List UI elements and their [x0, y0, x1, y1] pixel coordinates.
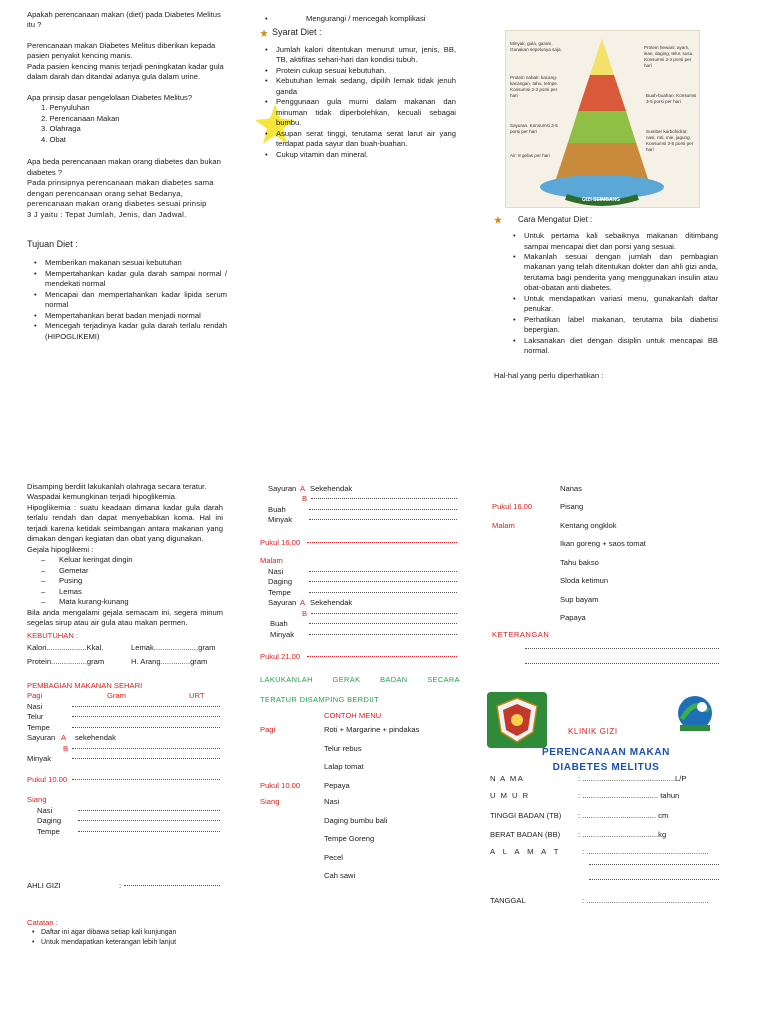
fill-line[interactable]: [72, 716, 220, 717]
menu-item: Pecel: [324, 852, 343, 862]
pukul-1600-label: Pukul 16.00: [260, 537, 301, 547]
menu-item: Tahu bakso: [560, 557, 599, 567]
principle-item: 3. Olahraga: [41, 124, 81, 134]
paragraph-olahraga: Disamping berdiit lakukanlah olahraga secara teratur.: [27, 482, 207, 491]
pukul-1000-label: Pukul 10.00: [27, 774, 68, 784]
sekehendak-label: Sekehendak: [310, 598, 353, 608]
pukul-2100-label: Pukul 21.00: [260, 652, 301, 662]
gram-header: Gram: [107, 691, 126, 701]
klinik-gizi-label: KLINIK GIZI: [568, 727, 618, 736]
tujuan-list: [27, 258, 227, 342]
tujuan-item: • Mempertahankan kadar gula darah sampai normal / mendekati normal: [29, 269, 227, 290]
menu-item: Sup bayam: [560, 594, 599, 604]
tinggi-badan-label: TINGGI BADAN (TB): [490, 810, 562, 820]
nama-label: N A MA: [490, 774, 525, 783]
fill-line[interactable]: [309, 623, 457, 624]
siang-item: Tempe: [37, 826, 60, 836]
menu-item: Daging bumbu bali: [324, 815, 388, 825]
fill-line[interactable]: [72, 758, 220, 759]
cara-item: • Laksanakan diet dengan disiplin untuk mencapai BB normal.: [508, 336, 718, 357]
pyramid-base-label: GIZI SEIMBANG: [582, 197, 621, 203]
sayur-a-label: A: [300, 598, 306, 608]
nama-field[interactable]: : ............................................L/P: [578, 774, 687, 783]
olahraga-line: LAKUKANLAH GERAK BADAN SECARA: [260, 674, 460, 684]
bullet-star-icon: [260, 29, 268, 37]
panel-top-right: [494, 214, 718, 434]
minyak-label: Minyak: [27, 754, 52, 764]
bullet-star-icon: [494, 216, 502, 224]
syarat-first-item: • Mengurangi / mencegah komplikasi: [260, 14, 456, 24]
malam-item: Nasi: [268, 566, 284, 576]
cara-list: [494, 231, 718, 357]
syarat-title: Syarat Diet :: [260, 26, 456, 38]
paragraph-2: Pada pasien kencing manis terjadi peningkatan kadar gula dalam darah dan ditandai adanya gula dalam urine.: [27, 61, 224, 82]
cover-title-line: DIABETES MELITUS: [552, 761, 660, 773]
pukul-1600-label: Pukul 16.00: [492, 502, 533, 512]
fill-line[interactable]: [78, 831, 220, 832]
berat-badan-field[interactable]: : ....................................kg: [578, 830, 667, 840]
fill-line[interactable]: [309, 519, 457, 520]
paragraph-1: Perencanaan makan Diabetes Melitus diberikan kepada pasien penyakit kencing manis.: [27, 40, 216, 61]
colon: :: [119, 881, 122, 891]
cara-item: • Perhatikan label makanan, terutama bila diabetisi bepergian.: [508, 315, 718, 336]
menu-item: Pepaya: [324, 780, 350, 790]
tanggal-field[interactable]: : ..........................................................: [582, 896, 709, 906]
pagi-item: Nasi: [27, 701, 43, 711]
tujuan-item: • Mencapai dan mempertahankan kadar lipida serum normal: [29, 290, 227, 311]
pyramid-label: Sayuran. Konsumsi 3-5 porsi per hari: [510, 123, 558, 134]
ahli-gizi-label: AHLI GIZI: [27, 881, 61, 891]
sekehendak-label: sekehendak: [75, 733, 116, 743]
alamat-line[interactable]: [589, 879, 719, 880]
protein-field[interactable]: Protein.................gram: [27, 656, 105, 666]
fill-line[interactable]: [309, 509, 457, 510]
pukul-1000-label: Pukul 10.00: [260, 780, 301, 790]
question-1: Apakah perencanaan makan (diet) pada Diabetes Melitus itu ?: [27, 10, 221, 30]
panel-bottom-middle: [260, 484, 460, 904]
principle-item: 2. Perencanaan Makan: [41, 113, 120, 123]
sayur-a-label: A: [300, 484, 306, 493]
panel-top-left: [27, 10, 227, 440]
alamat-line[interactable]: [589, 864, 719, 865]
siang-label: Siang: [27, 795, 47, 805]
menu-item: Tempe Goreng: [324, 834, 375, 844]
siang-item: Daging: [37, 816, 62, 826]
gejala-title: Gejala hipoglikemi :: [27, 544, 94, 554]
fill-line[interactable]: [72, 748, 220, 749]
fill-line[interactable]: [309, 581, 457, 582]
menu-item: Nasi: [324, 797, 340, 807]
pagi-label: Pagi: [260, 725, 276, 735]
malam-item: Daging: [268, 577, 293, 587]
fill-line[interactable]: [309, 571, 457, 572]
sayur-b-label: B: [302, 608, 308, 618]
cara-title: Cara Mengatur Diet :: [494, 214, 718, 225]
menu-item: Papaya: [560, 613, 586, 623]
pyramid-label: Minyak, gula, garam. Gunakan sepelunya saja.: [510, 41, 562, 52]
panel-bottom-right-menu: [492, 484, 722, 684]
sayuran-label: Sayuran: [268, 598, 297, 608]
menu-item: Telur rebus: [324, 743, 362, 753]
cover-title: [490, 746, 722, 775]
menu-item: Lalap tomat: [324, 762, 364, 772]
menu-item: Nanas: [560, 484, 582, 493]
fill-line[interactable]: [307, 656, 457, 657]
syarat-item: • Kebutuhan lemak sedang, dipilih lemak tidak jenuh ganda: [260, 76, 456, 97]
tujuan-item: • Mencegah terjadinya kadar gula darah terlalu rendah (HIPOGLIKEMI): [29, 321, 227, 342]
fill-line[interactable]: [78, 820, 220, 821]
cara-item: • Untuk pertama kali sebaiknya makanan ditimbang sampai mencapai diet dan porsi yang sesuai.: [508, 231, 718, 252]
fill-line[interactable]: [72, 779, 220, 780]
minyak-label: Minyak: [270, 629, 295, 639]
contoh-menu-title: CONTOH MENU: [324, 711, 382, 720]
cover-title-line: PERENCANAAN MAKAN: [542, 747, 670, 758]
menu-item: Cah sawi: [324, 871, 356, 881]
signature-line[interactable]: [124, 885, 220, 886]
hal-hal-heading: Hal-hal yang perlu diperhatikan :: [494, 370, 604, 380]
kebutuhan-title: KEBUTUHAN :: [27, 630, 79, 640]
menu-item: Sloda ketimun: [560, 576, 609, 586]
syarat-item: • Asupan serat tinggi, terutama serat larut air yang terdapat pada sayur dan buah-buahan.: [260, 129, 456, 150]
panel-bottom-left: [27, 482, 223, 1022]
cara-item: • Untuk mendapatkan variasi menu, gunakanlah daftar penukar.: [508, 294, 718, 315]
patient-form: [490, 774, 722, 907]
gejala-item: – Mata kurang-kunang: [41, 597, 129, 607]
sayur-b-label: B: [302, 494, 308, 504]
fill-line[interactable]: [72, 706, 220, 707]
harang-field[interactable]: H. Arang..............gram: [131, 656, 208, 666]
paragraph-bila: Bila anda mengalami gejala semacam ini, segera minum segelas sirup atau air gula atau makan permen.: [27, 607, 223, 628]
kalori-field[interactable]: Kalori...................Kkal.: [27, 643, 104, 653]
siang-label: Siang: [260, 797, 280, 807]
menu-item: Kentang ongklok: [560, 520, 617, 530]
cara-item: • Makanlah sesuai dengan jumlah dan pembagian makanan yang telah ditentukan dokter dan ahli gizi anda, terutama bagi penderita yang menggunakan insulin atau obat-obatan anti diabetes.: [508, 252, 718, 294]
principle-item: 4. Obat: [41, 134, 66, 144]
catatan-title: Catatan :: [27, 917, 58, 927]
menu-item: Roti + Margarine + pindakas: [324, 725, 420, 735]
gejala-list: [27, 555, 223, 607]
syarat-item: • Penggunaan gula murni dalam makanan dan minuman tidak diperbolehkan, kecuali sebagai bumbu.: [260, 97, 456, 128]
paragraph-4: 3 J yaitu : Tepat Jumlah, Jenis, dan Jadwal.: [27, 209, 187, 219]
principle-list: [27, 103, 227, 145]
olahraga-line: TERATUR DISAMPING BERDIIT: [260, 694, 380, 704]
pyramid-label: Protein nabati: kacang-kacangan, tahu, tempe. Konsumsi 2-3 porsi per hari: [510, 75, 559, 98]
paragraph-waspadai: Waspadai kemungkinan terjadi hipoglikemia.: [27, 492, 177, 502]
fill-line[interactable]: [525, 663, 719, 664]
pyramid-label: Protein hewani: ayam, ikan, daging, telur, susu. Konsumsi 2-3 porsi per hari: [644, 45, 694, 68]
alamat-field[interactable]: : ..........................................................: [582, 846, 709, 856]
alamat-label: A L A M A T: [490, 846, 562, 856]
fill-line[interactable]: [311, 613, 457, 614]
fill-line[interactable]: [78, 810, 220, 811]
berat-badan-label: BERAT BADAN (BB): [490, 830, 561, 840]
fill-line[interactable]: [309, 634, 457, 635]
tinggi-badan-field[interactable]: : ................................... cm: [578, 810, 669, 820]
syarat-item: • Protein cukup sesuai kebutuhan.: [260, 66, 456, 76]
buah-label: Buah: [268, 504, 286, 514]
pagi-item: Telur: [27, 712, 44, 722]
fill-line[interactable]: [311, 498, 457, 499]
pyramid-label: Air: 8 gelas per hari: [510, 153, 550, 158]
umur-field[interactable]: : .................................... tahun: [578, 791, 680, 801]
umur-label: U M U R: [490, 791, 530, 801]
pyramid-label: Sumber karbohidrat: nasi, roti, mie, jagung. Konsumsi 3-8 porsi per hari: [646, 129, 694, 152]
menu-item: Pisang: [560, 502, 584, 512]
pyramid-label: Buah-buahan. Konsumsi 3-5 porsi per hari: [646, 93, 697, 104]
sayur-a-label: A: [61, 733, 67, 743]
keterangan-title: KETERANGAN: [492, 629, 550, 639]
malam-item: Tempe: [268, 587, 291, 597]
question-2: Apa prinsip dasar pengelolaan Diabetes Melitus?: [27, 92, 193, 102]
gejala-item: – Gemetar: [41, 565, 89, 575]
fill-line[interactable]: [307, 542, 457, 543]
tujuan-item: • Mempertahankan berat badan menjadi normal: [29, 311, 227, 321]
fill-line[interactable]: [309, 592, 457, 593]
menu-item: Ikan goreng + saos tomat: [560, 539, 646, 549]
minyak-label: Minyak: [268, 515, 293, 525]
pembagian-title: PEMBAGIAN MAKANAN SEHARI: [27, 680, 143, 690]
olahraga-banner: [260, 675, 460, 705]
catatan-item: • Daftar ini agar dibawa setiap kali kunjungan: [27, 928, 223, 938]
paragraph-hipoglikemia: Hipoglikemia : suatu keadaan dimana kadar gula darah terlalu rendah dan dapat menyebabkan koma. Hal ini terjadi karena ketidak seimbangan antara makanan yang dimakan dengan kegiatan dan obat yang digunakan.: [27, 502, 223, 544]
panel-cover: [490, 720, 722, 1020]
urt-header: URT: [189, 691, 205, 701]
buah-label: Buah: [270, 619, 288, 629]
principle-item: 1. Penyuluhan: [41, 103, 90, 113]
gejala-item: – Pusing: [41, 576, 83, 586]
syarat-item: • Cukup vitamin dan mineral.: [260, 150, 456, 160]
gejala-item: – Keluar keringat dingin: [41, 555, 133, 565]
pagi-item: Tempe: [27, 722, 50, 732]
question-3: Apa beda perencanaan makan orang diabetes dan bukan diabetes ?: [27, 157, 221, 177]
sekehendak-label: Sekehendak: [310, 484, 353, 493]
syarat-list: [260, 45, 456, 160]
tanggal-label: TANGGAL: [490, 896, 526, 906]
catatan-item: • Untuk mendapatkan keterangan lebih lanjut: [27, 938, 223, 948]
sayur-b-label: B: [63, 743, 69, 753]
sayuran-label: Sayuran: [27, 733, 56, 743]
tujuan-title: Tujuan Diet :: [27, 238, 78, 249]
panel-top-middle: [260, 14, 456, 214]
siang-item: Nasi: [37, 805, 53, 815]
gejala-item: – Lemas: [41, 586, 82, 596]
malam-label: Malam: [260, 556, 283, 566]
sayuran-label: Sayuran: [268, 484, 297, 493]
paragraph-3: Pada prinsipnya perencanaan makan diabetes sama dengan perencanaan orang sehat Bedanya, perencanaan makan orang diabetes sesuai prinsip: [27, 178, 214, 209]
pagi-label: Pagi: [27, 691, 43, 701]
lemak-field[interactable]: Lemak.....................gram: [131, 643, 216, 653]
syarat-item: • Jumlah kalori ditentukan menurut umur, jenis, BB, TB, aktifitas sehari-hari dan kondisi tubuh.: [260, 45, 456, 66]
food-pyramid-image: [505, 30, 700, 208]
fill-line[interactable]: [72, 727, 220, 728]
tujuan-item: • Memberikan makanan sesuai kebutuhan: [29, 258, 227, 268]
fill-line[interactable]: [525, 648, 719, 649]
malam-label: Malam: [492, 520, 515, 530]
